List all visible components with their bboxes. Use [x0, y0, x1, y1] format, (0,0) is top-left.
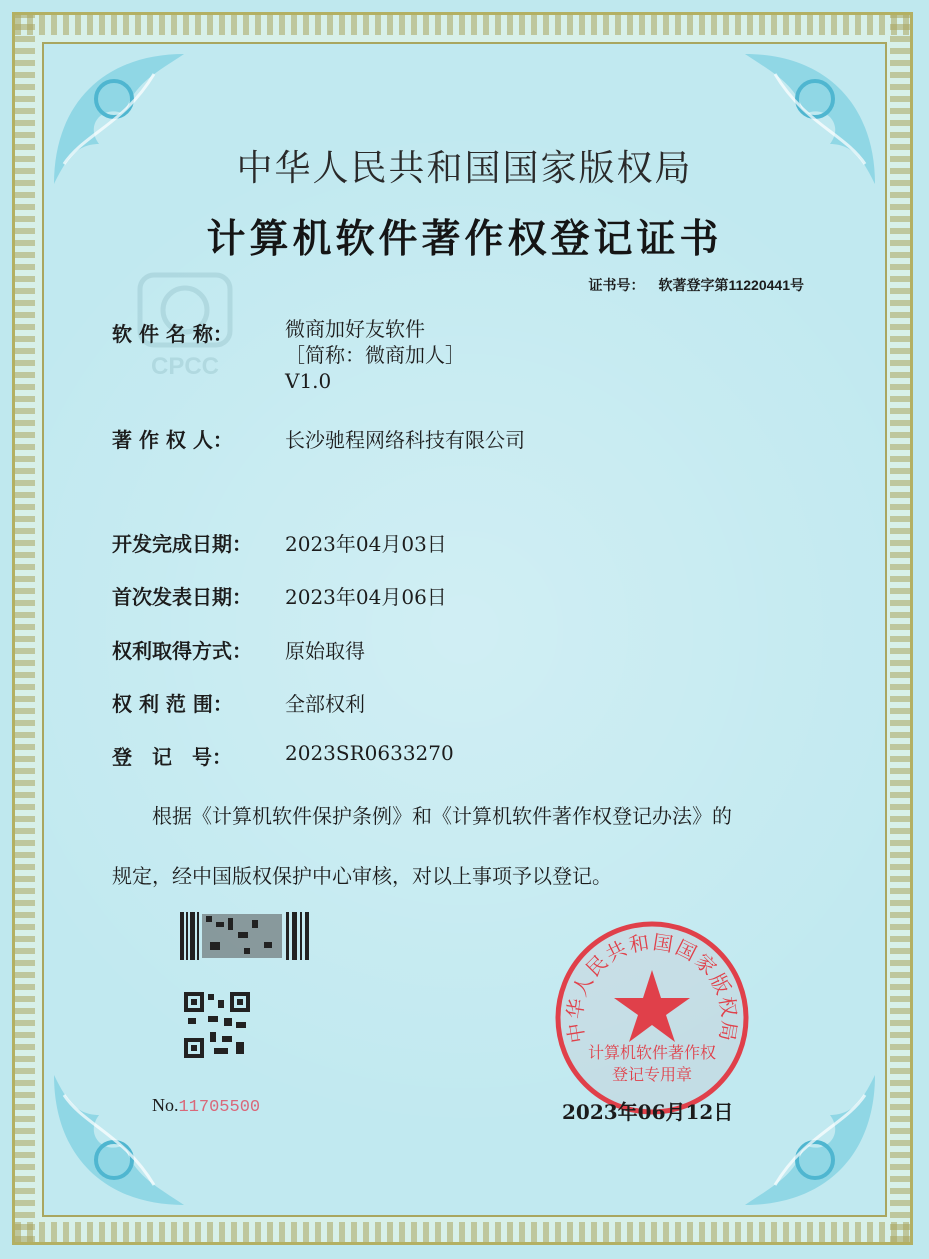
software-name-value: 微商加好友软件 — [285, 317, 425, 341]
statement-line-1: 根据《计算机软件保护条例》和《计算机软件著作权登记办法》的 — [152, 804, 732, 828]
field-publish-date — [112, 581, 447, 610]
software-short-name: ［简称：微商加人］ — [285, 343, 465, 367]
cpcc-watermark-text: CPCC — [150, 353, 220, 380]
field-label: 首次发表日期： — [112, 585, 252, 609]
field-label: 著 作 权 人： — [112, 428, 233, 452]
acquisition-value: 原始取得 — [285, 639, 365, 663]
statement-line-2: 规定，经中国版权保护中心审核，对以上事项予以登记。 — [112, 864, 612, 888]
qr-code — [184, 992, 250, 1058]
field-label: 软 件 名 称： — [112, 322, 233, 346]
field-copyright-owner — [112, 424, 525, 453]
field-registration-number — [112, 741, 454, 770]
certificate-number-label: 证书号： — [588, 277, 645, 293]
barcode — [180, 912, 312, 960]
field-acquisition-method — [112, 635, 365, 664]
field-label: 开发完成日期： — [112, 532, 252, 556]
seal-line-1: 计算机软件著作权 — [587, 1043, 717, 1062]
field-completion-date — [112, 528, 447, 557]
rights-scope-value: 全部权利 — [285, 692, 365, 716]
field-label: 登 记 号： — [112, 745, 232, 769]
corner-ornament-bottom-right — [735, 1065, 885, 1215]
field-rights-scope — [112, 688, 365, 717]
statement-paragraph — [112, 786, 822, 906]
serial-number — [152, 1095, 260, 1117]
corner-ornament-bottom-left — [44, 1065, 194, 1215]
seal-arc-text: 中华人民共和国国家版权局 — [562, 929, 742, 1045]
serial-value: 11705500 — [178, 1098, 261, 1117]
certificate-number — [588, 275, 804, 295]
serial-prefix: No. — [152, 1095, 179, 1115]
issuer-heading: 中华人民共和国国家版权局 — [236, 148, 693, 189]
registration-number-value: 2023SR0633270 — [285, 741, 454, 765]
certificate-title: 计算机软件著作权登记证书 — [206, 216, 723, 262]
field-label: 权利取得方式： — [112, 639, 252, 663]
completion-date-value: 2023年04月03日 — [285, 532, 447, 556]
official-seal — [552, 918, 752, 1118]
issue-date: 2023年06月12日 — [562, 1100, 734, 1124]
copyright-owner-value: 长沙驰程网络科技有限公司 — [285, 428, 525, 452]
publish-date-value: 2023年04月06日 — [285, 585, 447, 609]
field-label: 权 利 范 围： — [112, 692, 233, 716]
software-version: V1.0 — [285, 369, 332, 393]
certificate-number-value: 软著登字第11220441号 — [658, 277, 804, 293]
seal-line-2: 登记专用章 — [611, 1065, 693, 1084]
